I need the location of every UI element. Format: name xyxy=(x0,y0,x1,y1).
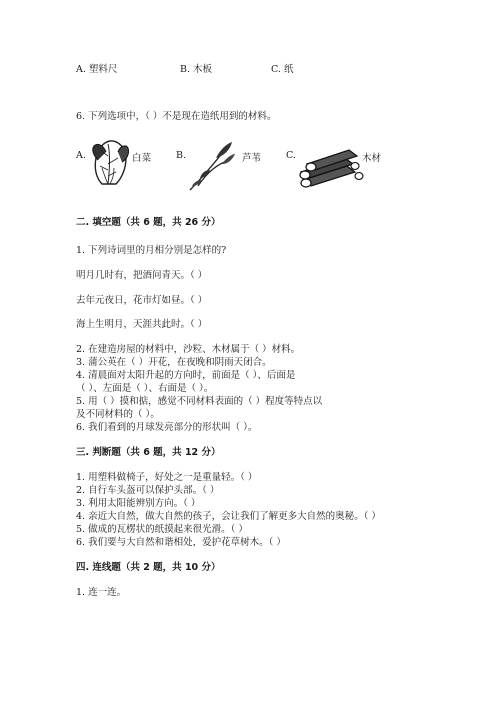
section-2-heading: 二. 填空题（共 6 题，共 26 分） xyxy=(76,217,221,228)
fill-line-6: 6. 我们看到的月球发亮部分的形状叫（ ）。 xyxy=(76,422,258,433)
fill-line-5b: 及不同材料的（ ）。 xyxy=(76,409,160,420)
option-b-letter: B. xyxy=(176,150,187,161)
fill-line-3: 3. 蒲公英在（ ）开花，在夜晚和阴雨天闭合。 xyxy=(76,357,272,368)
fill-line-2: 2. 在建造房屋的材料中，沙粒、木材属于（ ）材料。 xyxy=(76,344,301,355)
judge-line-3: 3. 利用太阳能辨别方向。（ ） xyxy=(76,498,201,509)
section-4-heading: 四. 连线题（共 2 题，共 10 分） xyxy=(76,562,221,573)
section-4-q1: 1. 连一连。 xyxy=(76,587,127,598)
cabbage-icon xyxy=(88,138,130,186)
fill-line-5: 5. 用（ ）摸和掂，感觉不同材料表面的（ ）程度等特点以 xyxy=(76,396,323,407)
judge-line-6: 6. 我们要与大自然和谐相处，爱护花草树木。（ ） xyxy=(76,537,286,548)
option-b: B. 木板 xyxy=(180,64,213,75)
option-a-label: 白菜 xyxy=(132,153,152,164)
poem-line-3: 海上生明月，天涯共此时。（ ） xyxy=(76,319,208,330)
judge-line-4: 4. 亲近大自然，做大自然的孩子，会让我们了解更多大自然的奥秘。（ ） xyxy=(76,511,381,522)
judge-line-1: 1. 用塑料做椅子，好处之一是重量轻。（ ） xyxy=(76,472,258,483)
fill-line-4b: （ ）、左面是（ ）、右面是（ ）。 xyxy=(76,383,214,394)
judge-line-2: 2. 自行车头盔可以保护头部。（ ） xyxy=(76,485,220,496)
option-b-label: 芦苇 xyxy=(242,153,262,164)
option-c-label: 木材 xyxy=(362,153,382,164)
logs-icon xyxy=(297,146,365,190)
question-6-stem: 6. 下列选项中，（ ）不是现在造纸用到的材料。 xyxy=(76,111,277,122)
judge-line-5: 5. 做成的瓦楞状的纸摸起来很光滑。（ ） xyxy=(76,524,248,535)
option-c: C. 纸 xyxy=(271,64,294,75)
poem-line-1: 明月几时有，把酒问青天。（ ） xyxy=(76,270,208,281)
section-3-heading: 三. 判断题（共 6 题，共 12 分） xyxy=(76,447,221,458)
section-2-q1: 1. 下列诗词里的月相分别是怎样的? xyxy=(76,245,227,256)
reed-icon xyxy=(186,140,236,192)
option-c-letter: C. xyxy=(286,150,296,161)
fill-line-4: 4. 清晨面对太阳升起的方向时，前面是（ ）、后面是 xyxy=(76,370,296,381)
option-a-letter: A. xyxy=(76,150,86,161)
option-a: A. 塑料尺 xyxy=(76,64,118,75)
poem-line-2: 去年元夜日，花市灯如昼。（ ） xyxy=(76,295,208,306)
